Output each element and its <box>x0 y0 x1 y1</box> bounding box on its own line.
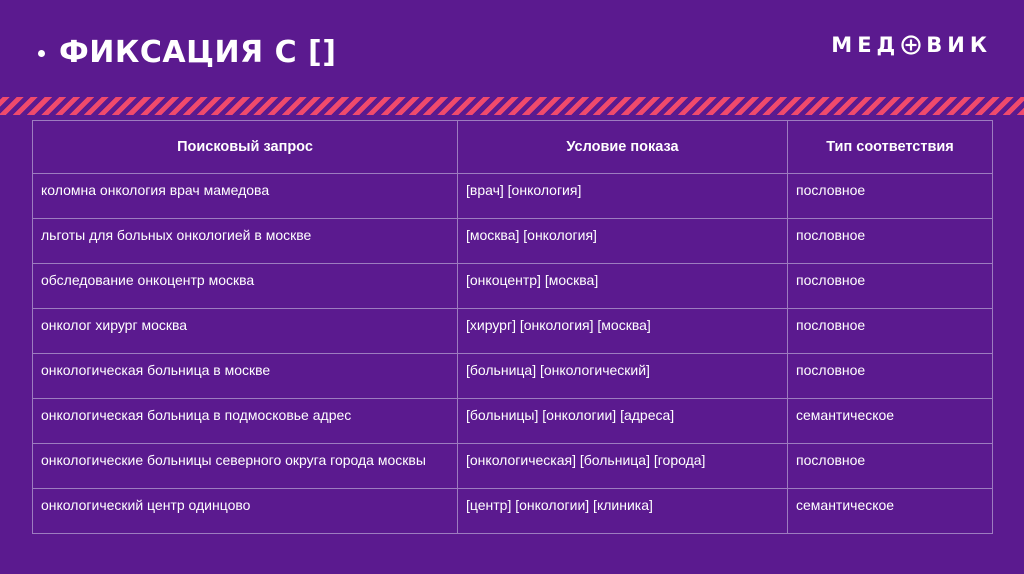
cell-match-type: пословное <box>788 309 993 354</box>
cell-condition: [врач] [онкология] <box>458 174 788 219</box>
cell-condition: [центр] [онкологии] [клиника] <box>458 489 788 534</box>
cell-match-type: семантическое <box>788 399 993 444</box>
cell-query: онкологическая больница в москве <box>33 354 458 399</box>
cell-query: льготы для больных онкологией в москве <box>33 219 458 264</box>
query-table <box>32 120 993 534</box>
cell-match-type: пословное <box>788 354 993 399</box>
header-search-query: Поисковый запрос <box>33 121 458 174</box>
table-row <box>33 174 993 219</box>
slide-title: ФИКСАЦИЯ С [] <box>59 34 337 70</box>
title-row <box>38 30 336 74</box>
medovik-logo <box>831 33 992 57</box>
header-match-type: Тип соответствия <box>788 121 993 174</box>
cell-condition: [больница] [онкологический] <box>458 354 788 399</box>
cell-condition: [больницы] [онкологии] [адреса] <box>458 399 788 444</box>
logo-text-right: ВИК <box>926 33 992 57</box>
cell-condition: [хирург] [онкология] [москва] <box>458 309 788 354</box>
table-row <box>33 354 993 399</box>
cell-query: коломна онкология врач мамедова <box>33 174 458 219</box>
cell-condition: [онкоцентр] [москва] <box>458 264 788 309</box>
cell-query: онкологический центр одинцово <box>33 489 458 534</box>
cell-query: онкологические больницы северного округа города москвы <box>33 444 458 489</box>
cell-query: онколог хирург москва <box>33 309 458 354</box>
table-row <box>33 309 993 354</box>
table-row <box>33 399 993 444</box>
table-container <box>32 120 992 534</box>
table-row <box>33 264 993 309</box>
table-row <box>33 489 993 534</box>
cell-match-type: пословное <box>788 264 993 309</box>
bullet-dot-icon <box>38 50 45 57</box>
decorative-stripe <box>0 97 1024 115</box>
cell-query: обследование онкоцентр москва <box>33 264 458 309</box>
cell-condition: [онкологическая] [больница] [города] <box>458 444 788 489</box>
cell-match-type: пословное <box>788 174 993 219</box>
cell-query: онкологическая больница в подмосковье адрес <box>33 399 458 444</box>
table-row <box>33 219 993 264</box>
cell-condition: [москва] [онкология] <box>458 219 788 264</box>
cell-match-type: пословное <box>788 219 993 264</box>
table-row <box>33 444 993 489</box>
logo-text-left: МЕД <box>831 33 901 57</box>
cell-match-type: пословное <box>788 444 993 489</box>
table-header-row <box>33 121 993 174</box>
cell-match-type: семантическое <box>788 489 993 534</box>
header-display-condition: Условие показа <box>458 121 788 174</box>
plus-circle-icon <box>901 35 921 55</box>
